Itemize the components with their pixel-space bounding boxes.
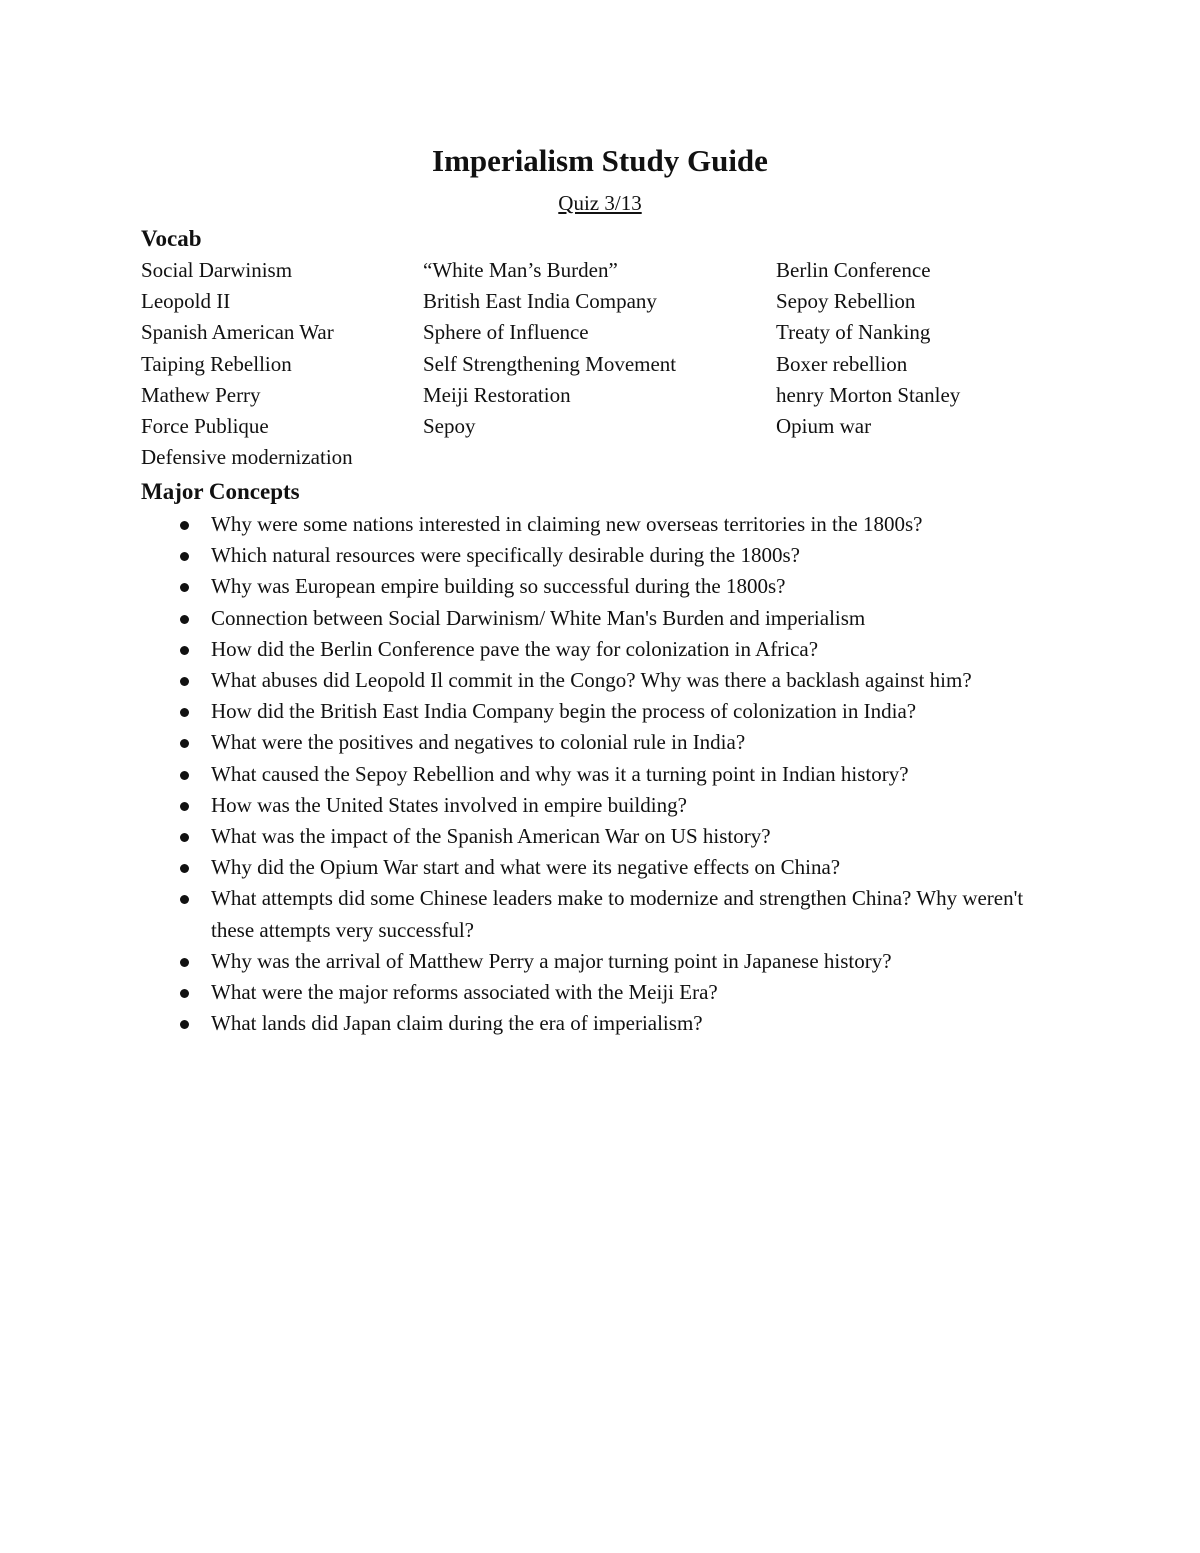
concept-question: What abuses did Leopold Il commit in the Congo? Why was there a backlash against him? (211, 665, 1071, 696)
vocab-term: “White Man’s Burden” (423, 258, 618, 282)
major-concepts-heading: Major Concepts (141, 479, 300, 504)
vocab-term: Social Darwinism (141, 258, 293, 282)
vocab-term: Self Strengthening Movement (423, 351, 677, 376)
concept-question: What were the major reforms associated with the Meiji Era? (211, 977, 1071, 1008)
concept-question: What was the impact of the Spanish American War on US history? (211, 821, 1071, 852)
concept-question: Why were some nations interested in claiming new overseas territories in the 1800s? (211, 509, 1071, 540)
vocab-term: Treaty of Nanking (776, 320, 931, 345)
vocab-term: Force Publique (141, 414, 269, 439)
concept-question: Why was European empire building so successful during the 1800s? (211, 571, 1071, 602)
concept-question: How did the Berlin Conference pave the way for colonization in Africa? (211, 634, 1071, 665)
concept-question: What lands did Japan claim during the era of imperialism? (211, 1008, 1071, 1039)
concept-question: What attempts did some Chinese leaders make to modernize and strengthen China? Why weren't these attempts very successful? (211, 883, 1071, 945)
concept-question: Connection between Social Darwinism/ White Man's Burden and imperialism (211, 603, 1071, 634)
vocab-term: Sphere of Influence (423, 320, 589, 345)
concept-question: What were the positives and negatives to colonial rule in India? (211, 727, 1071, 758)
concept-question: Why did the Opium War start and what were its negative effects on China? (211, 852, 1071, 883)
vocab-term: Meiji Restoration (423, 382, 571, 407)
concept-question: How did the British East India Company begin the process of colonization in India? (211, 696, 1071, 727)
quiz-date: Quiz 3/13 (558, 191, 642, 215)
vocab-column-1 (141, 255, 353, 473)
concept-question: Which natural resources were specifically desirable during the 1800s? (211, 540, 1071, 571)
vocab-term: Taiping Rebellion (141, 351, 292, 376)
vocab-term: Berlin Conference (776, 258, 931, 282)
vocab-term: henry Morton Stanley (776, 382, 961, 407)
vocab-column-3 (776, 255, 960, 442)
major-concepts-list (211, 509, 1071, 1039)
vocab-heading: Vocab (141, 226, 202, 251)
concept-question: Why was the arrival of Matthew Perry a major turning point in Japanese history? (211, 946, 1071, 977)
vocab-term: Spanish American War (141, 320, 334, 345)
vocab-term: Sepoy (423, 414, 476, 439)
vocab-term: Leopold II (141, 289, 231, 314)
vocab-column-2 (423, 255, 676, 442)
concept-question: What caused the Sepoy Rebellion and why was it a turning point in Indian history? (211, 759, 1071, 790)
vocab-term: Opium war (776, 414, 872, 439)
vocab-term: Mathew Perry (141, 382, 261, 407)
vocab-term: British East India Company (423, 289, 657, 314)
concept-question: How was the United States involved in empire building? (211, 790, 1071, 821)
vocab-term: Boxer rebellion (776, 351, 908, 376)
vocab-term: Sepoy Rebellion (776, 289, 916, 314)
vocab-term: Defensive modernization (141, 445, 353, 470)
page-title: Imperialism Study Guide (432, 143, 768, 178)
